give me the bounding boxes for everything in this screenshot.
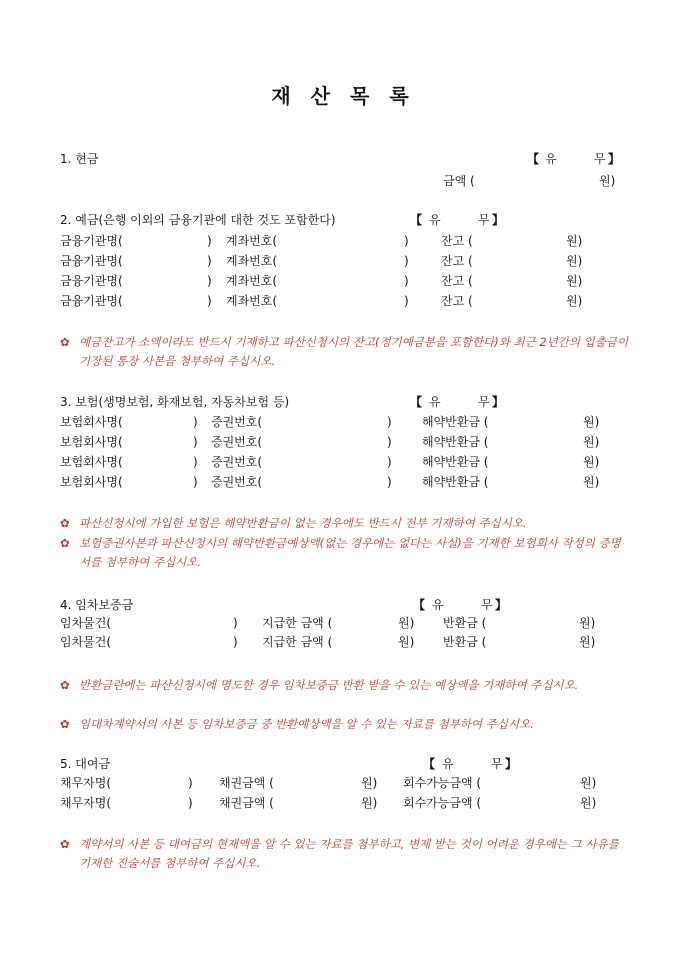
yn-open: 【 <box>413 598 426 612</box>
paren-close: ) <box>193 475 198 489</box>
yn-open: 【 <box>410 395 423 409</box>
page-title <box>0 80 680 109</box>
claim-won: 원) <box>361 776 378 790</box>
paren-close: ) <box>387 475 392 489</box>
balance-label: 잔고 ( <box>441 254 473 268</box>
bank-name-label: 금융기관명( <box>60 294 123 308</box>
paren-close: ) <box>207 254 212 268</box>
insurer-name-label: 보험회사명( <box>60 455 123 469</box>
yn-yes: 유 <box>432 598 444 612</box>
paren-close: ) <box>193 455 198 469</box>
balance-label: 잔고 ( <box>441 274 473 288</box>
yn-no: 무 <box>478 395 490 409</box>
claim-amount-label: 채권금액 ( <box>219 796 274 810</box>
yn-close: 】 <box>492 395 505 409</box>
debtor-name-label: 채무자명( <box>60 776 112 790</box>
title-char: 재 <box>271 84 291 108</box>
balance-won: 원) <box>566 254 583 268</box>
title-char: 목 <box>350 84 370 108</box>
yn-no: 무 <box>594 152 606 166</box>
insurance-note-2 <box>60 534 630 572</box>
debtor-name-label: 채무자명( <box>60 796 112 810</box>
claim-amount-label: 채권금액 ( <box>219 776 274 790</box>
balance-won: 원) <box>566 274 583 288</box>
flower-icon: ✿ <box>60 678 70 692</box>
bank-name-label: 금융기관명( <box>60 234 123 248</box>
lease-note-1 <box>60 676 630 695</box>
paren-close: ) <box>404 294 409 308</box>
flower-icon: ✿ <box>60 516 70 530</box>
insurer-name-label: 보험회사명( <box>60 435 123 449</box>
surrender-won: 원) <box>583 455 600 469</box>
flower-icon: ✿ <box>60 335 70 349</box>
note-text: 예금잔고가 소액이라도 반드시 기재하고 파산신청시의 잔고(정기예금분을 포함한다)와 최근 2년간의 입출금이 기장된 통장 사본을 첨부하여 주십시오. <box>79 335 629 368</box>
recoverable-won: 원) <box>580 796 597 810</box>
recoverable-amount-label: 회수가능금액 ( <box>403 796 482 810</box>
recoverable-amount-label: 회수가능금액 ( <box>403 776 482 790</box>
paren-close: ) <box>404 274 409 288</box>
paren-close: ) <box>193 435 198 449</box>
cash-amount-label: 금액 ( <box>443 174 475 188</box>
leased-property-label: 임차물건( <box>60 635 112 649</box>
paren-close: ) <box>404 234 409 248</box>
note-text: 파산신청시에 가입한 보험은 해약반환금이 없는 경우에도 반드시 전부 기재하여 주십시오. <box>79 516 527 530</box>
yn-open: 【 <box>527 152 540 166</box>
yn-open: 【 <box>423 757 436 771</box>
yn-close: 】 <box>492 213 505 227</box>
policy-number-label: 증권번호( <box>211 435 263 449</box>
paren-close: ) <box>387 455 392 469</box>
note-text: 반환금란에는 파산신청시에 명도한 경우 임차보증금 반환 받을 수 있는 예상액을 기재하여 주십시오. <box>79 678 579 692</box>
surrender-value-label: 해약반환금 ( <box>422 475 489 489</box>
paid-amount-label: 지급한 금액 ( <box>262 635 333 649</box>
refund-won: 원) <box>579 616 596 630</box>
insurer-name-label: 보험회사명( <box>60 415 123 429</box>
section-cash-heading: 1. 현금 <box>60 152 99 166</box>
loan-note <box>60 835 630 873</box>
insurer-name-label: 보험회사명( <box>60 475 123 489</box>
deposit-note <box>60 333 630 371</box>
yn-close: 】 <box>608 152 621 166</box>
yn-yes: 유 <box>545 152 557 166</box>
paren-close: ) <box>207 274 212 288</box>
surrender-won: 원) <box>583 415 600 429</box>
note-text: 임대차계약서의 사본 등 임차보증금 중 반환예상액을 알 수 있는 자료를 첨부하여 주십시오. <box>79 717 534 731</box>
surrender-won: 원) <box>583 435 600 449</box>
leased-property-label: 임차물건( <box>60 616 112 630</box>
section-loan-heading: 5. 대여금 <box>60 757 111 771</box>
paren-close: ) <box>404 254 409 268</box>
cash-won: 원) <box>599 174 616 188</box>
paid-won: 원) <box>398 635 415 649</box>
account-number-label: 계좌번호( <box>226 254 278 268</box>
refund-label: 반환금 ( <box>443 635 487 649</box>
section-deposit-heading: 2. 예금(은행 이외의 금융기관에 대한 것도 포함한다) <box>60 213 336 227</box>
yn-no: 무 <box>491 757 503 771</box>
paren-close: ) <box>188 776 193 790</box>
policy-number-label: 증권번호( <box>211 415 263 429</box>
bank-name-label: 금융기관명( <box>60 254 123 268</box>
claim-won: 원) <box>361 796 378 810</box>
yn-yes: 유 <box>442 757 454 771</box>
refund-won: 원) <box>579 635 596 649</box>
policy-number-label: 증권번호( <box>211 475 263 489</box>
section-insurance-heading: 3. 보험(생명보험, 화재보험, 자동차보험 등) <box>60 395 290 409</box>
yn-no: 무 <box>481 598 493 612</box>
flower-icon: ✿ <box>60 536 70 550</box>
paid-amount-label: 지급한 금액 ( <box>262 616 333 630</box>
account-number-label: 계좌번호( <box>226 274 278 288</box>
flower-icon: ✿ <box>60 717 70 731</box>
yn-yes: 유 <box>429 213 441 227</box>
refund-label: 반환금 ( <box>443 616 487 630</box>
recoverable-won: 원) <box>580 776 597 790</box>
surrender-won: 원) <box>583 475 600 489</box>
title-char: 록 <box>389 84 409 108</box>
paren-close: ) <box>387 415 392 429</box>
note-text: 보험증권사본과 파산신청시의 해약반환금예상액(없는 경우에는 없다는 사실)을 기재한 보험회사 작성의 증명서를 첨부하여 주십시오. <box>79 536 621 569</box>
paren-close: ) <box>207 294 212 308</box>
paren-close: ) <box>188 796 193 810</box>
yn-close: 】 <box>505 757 518 771</box>
insurance-note-1 <box>60 514 630 533</box>
surrender-value-label: 해약반환금 ( <box>422 435 489 449</box>
title-char: 산 <box>310 84 330 108</box>
policy-number-label: 증권번호( <box>211 455 263 469</box>
bank-name-label: 금융기관명( <box>60 274 123 288</box>
paren-close: ) <box>233 616 238 630</box>
account-number-label: 계좌번호( <box>226 294 278 308</box>
paren-close: ) <box>207 234 212 248</box>
balance-label: 잔고 ( <box>441 294 473 308</box>
yn-yes: 유 <box>429 395 441 409</box>
note-text: 계약서의 사본 등 대여금의 현재액을 알 수 있는 자료를 첨부하고, 변제 받는 것이 어려운 경우에는 그 사유를 기재한 진술서를 첨부하여 주십시오. <box>79 837 619 870</box>
balance-won: 원) <box>566 294 583 308</box>
balance-won: 원) <box>566 234 583 248</box>
paid-won: 원) <box>398 616 415 630</box>
lease-note-2 <box>60 715 630 734</box>
surrender-value-label: 해약반환금 ( <box>422 455 489 469</box>
paren-close: ) <box>233 635 238 649</box>
paren-close: ) <box>193 415 198 429</box>
balance-label: 잔고 ( <box>441 234 473 248</box>
yn-close: 】 <box>495 598 508 612</box>
section-lease-deposit-heading: 4. 임차보증금 <box>60 598 134 612</box>
paren-close: ) <box>387 435 392 449</box>
yn-no: 무 <box>478 213 490 227</box>
surrender-value-label: 해약반환금 ( <box>422 415 489 429</box>
yn-open: 【 <box>410 213 423 227</box>
flower-icon: ✿ <box>60 837 70 851</box>
account-number-label: 계좌번호( <box>226 234 278 248</box>
